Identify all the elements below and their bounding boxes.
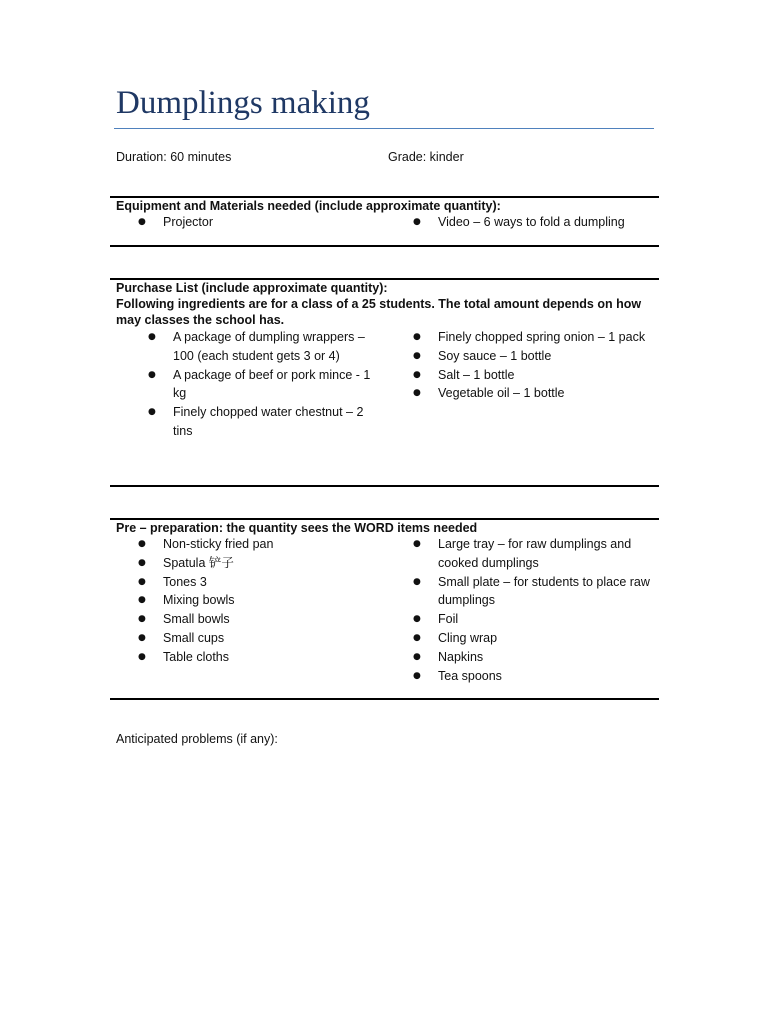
preparation-list-right bbox=[413, 535, 653, 685]
equipment-list-right bbox=[413, 213, 658, 232]
title-underline bbox=[114, 128, 654, 129]
list-item: ● Salt – 1 bottle bbox=[413, 366, 663, 385]
preparation-list-left bbox=[138, 535, 378, 667]
list-item: ● Small plate – for students to place raw dumplings bbox=[413, 573, 653, 611]
list-item: ● Small bowls bbox=[138, 610, 378, 629]
purchase-heading: Purchase List (include approximate quantity): bbox=[116, 281, 388, 295]
section-divider bbox=[110, 485, 659, 487]
list-item: ● Projector bbox=[138, 213, 378, 232]
list-item: ● Vegetable oil – 1 bottle bbox=[413, 384, 663, 403]
list-item: ● Small cups bbox=[138, 629, 378, 648]
list-item: ● Large tray – for raw dumplings and cooked dumplings bbox=[413, 535, 653, 573]
list-item: ● Foil bbox=[413, 610, 653, 629]
purchase-subheading: Following ingredients are for a class of a 25 students. The total amount depends on how may classes the school has. bbox=[116, 297, 642, 327]
list-item: ● Non-sticky fried pan bbox=[138, 535, 378, 554]
purchase-list-left bbox=[142, 328, 382, 441]
preparation-heading: Pre – preparation: the quantity sees the WORD items needed bbox=[116, 521, 478, 535]
list-item: ● Napkins bbox=[413, 648, 653, 667]
anticipated-problems-label: Anticipated problems (if any): bbox=[116, 732, 278, 746]
list-item: ● Finely chopped water chestnut – 2 tins bbox=[142, 403, 382, 441]
list-item: ● A package of beef or pork mince - 1 kg bbox=[142, 366, 382, 404]
list-item: ● Video – 6 ways to fold a dumpling bbox=[413, 213, 658, 232]
list-item: ● Tea spoons bbox=[413, 667, 653, 686]
section-divider bbox=[110, 245, 659, 247]
duration-text: Duration: 60 minutes bbox=[116, 150, 232, 164]
list-item: ● Mixing bowls bbox=[138, 591, 378, 610]
list-item: ● Cling wrap bbox=[413, 629, 653, 648]
list-item: ● Spatula 铲子 bbox=[138, 554, 378, 573]
purchase-list-right bbox=[413, 328, 663, 403]
grade-text: Grade: kinder bbox=[388, 150, 464, 164]
section-divider bbox=[110, 698, 659, 700]
page-title: Dumplings making bbox=[116, 85, 370, 121]
list-item: ● Soy sauce – 1 bottle bbox=[413, 347, 663, 366]
list-item: ● Tones 3 bbox=[138, 573, 378, 592]
list-item: ● Finely chopped spring onion – 1 pack bbox=[413, 328, 663, 347]
list-item: ● A package of dumpling wrappers – 100 (each student gets 3 or 4) bbox=[142, 328, 382, 366]
equipment-list-left bbox=[138, 213, 378, 232]
equipment-heading: Equipment and Materials needed (include approximate quantity): bbox=[116, 199, 501, 213]
list-item: ● Table cloths bbox=[138, 648, 378, 667]
